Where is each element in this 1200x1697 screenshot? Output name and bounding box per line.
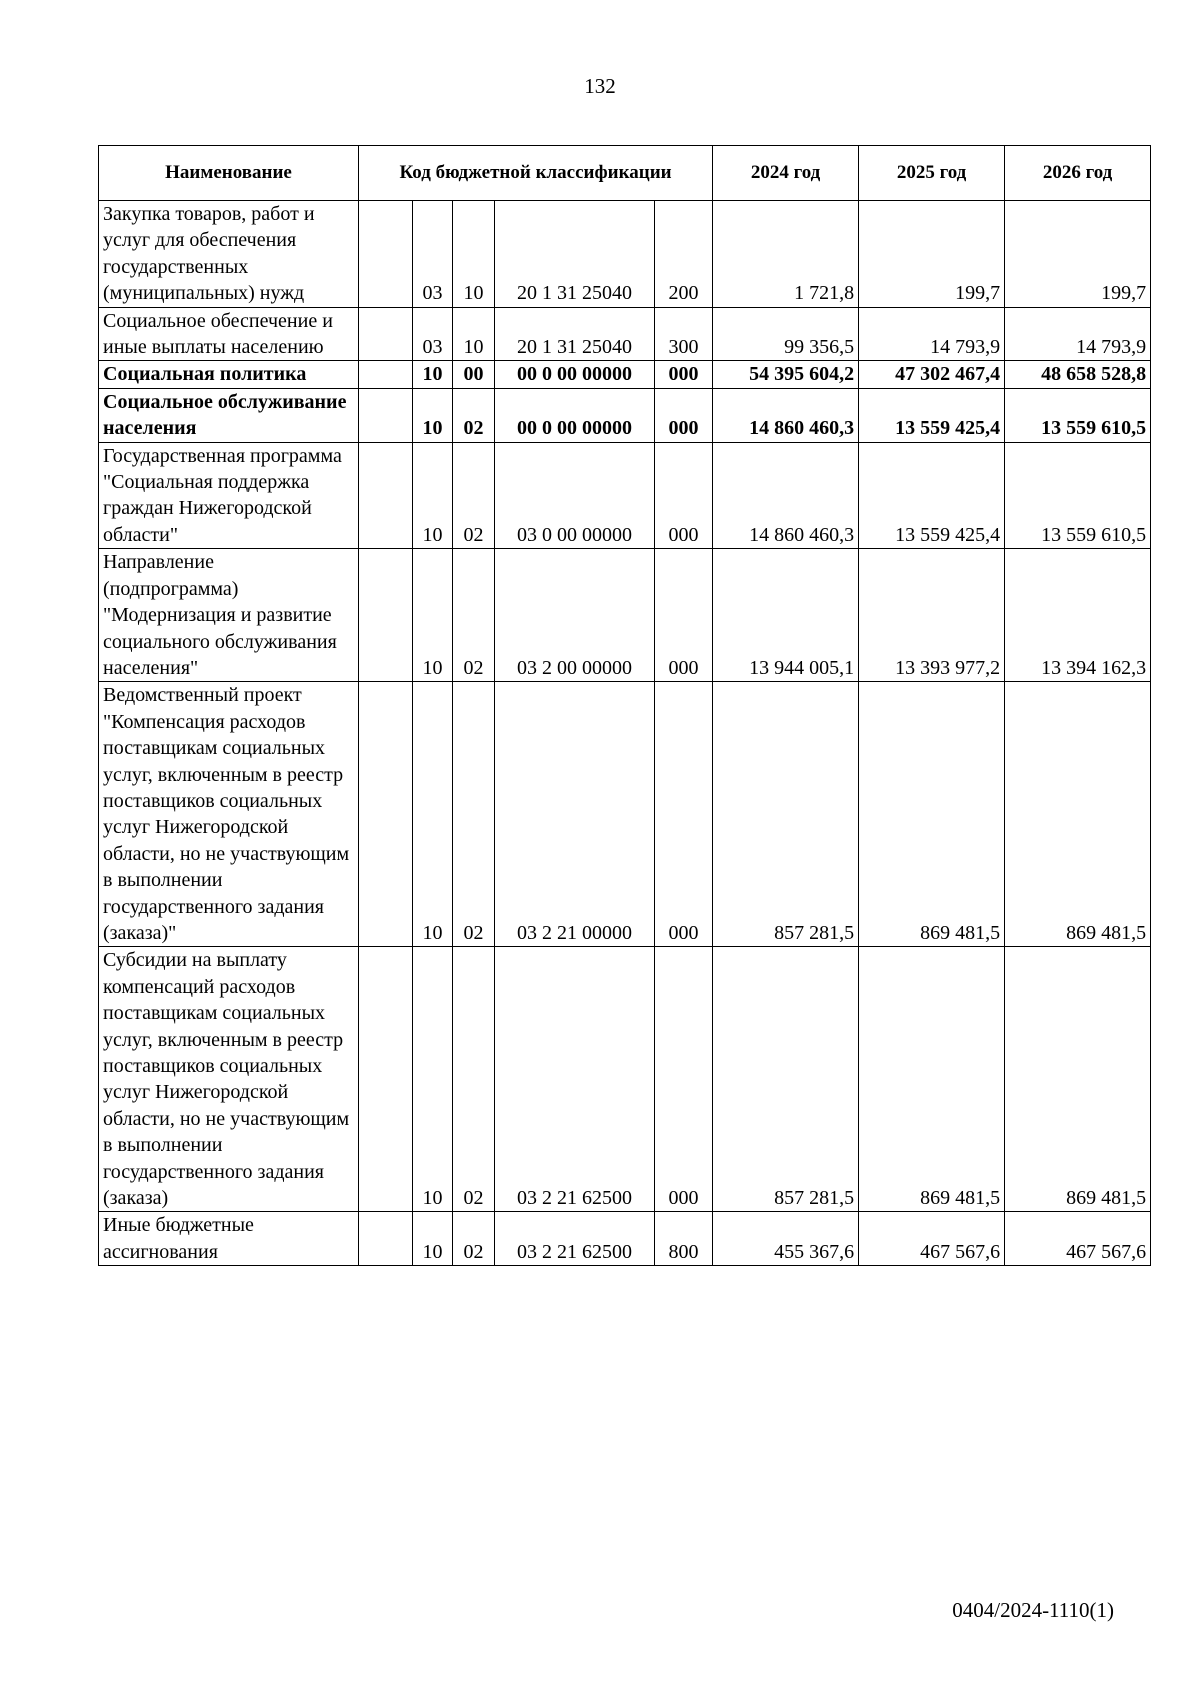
row-expense-type-code: 000 bbox=[655, 388, 713, 442]
row-name: Субсидии на выплату компенсаций расходов поставщикам социальных услуг, включенным в реестр поставщиков социальных услуг Нижегородской области, но не участвующим в выполнении государственного задания (заказа) bbox=[99, 947, 359, 1212]
row-name: Государственная программа "Социальная поддержка граждан Нижегородской области" bbox=[99, 442, 359, 549]
table-body bbox=[99, 201, 1151, 1266]
table-row bbox=[99, 388, 1151, 442]
row-value-2026: 869 481,5 bbox=[1005, 947, 1151, 1212]
row-expense-type-code: 200 bbox=[655, 201, 713, 308]
row-target-article-code: 20 1 31 25040 bbox=[495, 307, 655, 361]
row-value-2026: 14 793,9 bbox=[1005, 307, 1151, 361]
page-number: 132 bbox=[584, 74, 616, 98]
row-section-code: 10 bbox=[413, 442, 453, 549]
row-blank-cell bbox=[359, 388, 413, 442]
row-value-2025: 13 393 977,2 bbox=[859, 549, 1005, 682]
row-section-code: 03 bbox=[413, 307, 453, 361]
row-value-2024: 1 721,8 bbox=[713, 201, 859, 308]
row-blank-cell bbox=[359, 442, 413, 549]
row-value-2025: 13 559 425,4 bbox=[859, 388, 1005, 442]
row-name: Социальная политика bbox=[99, 361, 359, 388]
row-value-2025: 869 481,5 bbox=[859, 947, 1005, 1212]
row-value-2024: 54 395 604,2 bbox=[713, 361, 859, 388]
row-name: Закупка товаров, работ и услуг для обеспечения государственных (муниципальных) нужд bbox=[99, 201, 359, 308]
row-value-2026: 13 559 610,5 bbox=[1005, 388, 1151, 442]
row-section-code: 10 bbox=[413, 947, 453, 1212]
row-target-article-code: 03 2 00 00000 bbox=[495, 549, 655, 682]
row-value-2026: 199,7 bbox=[1005, 201, 1151, 308]
header-name: Наименование bbox=[99, 146, 359, 201]
row-value-2025: 14 793,9 bbox=[859, 307, 1005, 361]
header-2026: 2026 год bbox=[1005, 146, 1151, 201]
row-target-article-code: 03 2 21 00000 bbox=[495, 682, 655, 947]
table-row bbox=[99, 307, 1151, 361]
budget-table bbox=[98, 145, 1151, 1266]
row-blank-cell bbox=[359, 682, 413, 947]
row-value-2026: 869 481,5 bbox=[1005, 682, 1151, 947]
row-subsection-code: 00 bbox=[453, 361, 495, 388]
row-subsection-code: 02 bbox=[453, 388, 495, 442]
row-target-article-code: 03 2 21 62500 bbox=[495, 947, 655, 1212]
row-target-article-code: 20 1 31 25040 bbox=[495, 201, 655, 308]
row-value-2025: 199,7 bbox=[859, 201, 1005, 308]
row-value-2024: 857 281,5 bbox=[713, 947, 859, 1212]
row-value-2024: 14 860 460,3 bbox=[713, 388, 859, 442]
row-blank-cell bbox=[359, 201, 413, 308]
row-section-code: 10 bbox=[413, 388, 453, 442]
row-target-article-code: 00 0 00 00000 bbox=[495, 361, 655, 388]
table-row bbox=[99, 947, 1151, 1212]
row-target-article-code: 03 2 21 62500 bbox=[495, 1212, 655, 1266]
row-expense-type-code: 000 bbox=[655, 442, 713, 549]
row-subsection-code: 02 bbox=[453, 682, 495, 947]
row-section-code: 10 bbox=[413, 682, 453, 947]
table-row bbox=[99, 361, 1151, 388]
row-value-2026: 13 394 162,3 bbox=[1005, 549, 1151, 682]
row-blank-cell bbox=[359, 947, 413, 1212]
row-section-code: 10 bbox=[413, 1212, 453, 1266]
table-row bbox=[99, 442, 1151, 549]
table-row bbox=[99, 201, 1151, 308]
row-value-2024: 857 281,5 bbox=[713, 682, 859, 947]
row-subsection-code: 02 bbox=[453, 1212, 495, 1266]
row-expense-type-code: 000 bbox=[655, 947, 713, 1212]
row-value-2026: 467 567,6 bbox=[1005, 1212, 1151, 1266]
row-value-2024: 455 367,6 bbox=[713, 1212, 859, 1266]
row-expense-type-code: 000 bbox=[655, 549, 713, 682]
row-blank-cell bbox=[359, 307, 413, 361]
row-section-code: 10 bbox=[413, 549, 453, 682]
row-value-2025: 13 559 425,4 bbox=[859, 442, 1005, 549]
row-section-code: 10 bbox=[413, 361, 453, 388]
row-value-2025: 869 481,5 bbox=[859, 682, 1005, 947]
row-value-2024: 99 356,5 bbox=[713, 307, 859, 361]
row-expense-type-code: 000 bbox=[655, 361, 713, 388]
row-subsection-code: 10 bbox=[453, 307, 495, 361]
row-name: Ведомственный проект "Компенсация расходов поставщикам социальных услуг, включенным в реестр поставщиков социальных услуг Нижегородской области, но не участвующим в выполнении государственного задания (заказа)" bbox=[99, 682, 359, 947]
header-2025: 2025 год bbox=[859, 146, 1005, 201]
row-expense-type-code: 300 bbox=[655, 307, 713, 361]
document-code: 0404/2024-1110(1) bbox=[952, 1598, 1114, 1622]
row-section-code: 03 bbox=[413, 201, 453, 308]
table-row bbox=[99, 549, 1151, 682]
row-value-2025: 47 302 467,4 bbox=[859, 361, 1005, 388]
row-name: Направление (подпрограмма) "Модернизация и развитие социального обслуживания населения" bbox=[99, 549, 359, 682]
row-expense-type-code: 000 bbox=[655, 682, 713, 947]
row-value-2024: 14 860 460,3 bbox=[713, 442, 859, 549]
row-value-2026: 13 559 610,5 bbox=[1005, 442, 1151, 549]
row-value-2026: 48 658 528,8 bbox=[1005, 361, 1151, 388]
row-blank-cell bbox=[359, 1212, 413, 1266]
row-value-2025: 467 567,6 bbox=[859, 1212, 1005, 1266]
row-subsection-code: 02 bbox=[453, 947, 495, 1212]
header-2024: 2024 год bbox=[713, 146, 859, 201]
header-code: Код бюджетной классификации bbox=[359, 146, 713, 201]
row-blank-cell bbox=[359, 549, 413, 682]
row-name: Социальное обслуживание населения bbox=[99, 388, 359, 442]
row-subsection-code: 10 bbox=[453, 201, 495, 308]
row-value-2024: 13 944 005,1 bbox=[713, 549, 859, 682]
table-row bbox=[99, 682, 1151, 947]
row-subsection-code: 02 bbox=[453, 549, 495, 682]
row-name: Социальное обеспечение и иные выплаты населению bbox=[99, 307, 359, 361]
row-blank-cell bbox=[359, 361, 413, 388]
table-header-row bbox=[99, 146, 1151, 201]
row-subsection-code: 02 bbox=[453, 442, 495, 549]
row-target-article-code: 00 0 00 00000 bbox=[495, 388, 655, 442]
table-row bbox=[99, 1212, 1151, 1266]
row-target-article-code: 03 0 00 00000 bbox=[495, 442, 655, 549]
row-expense-type-code: 800 bbox=[655, 1212, 713, 1266]
row-name: Иные бюджетные ассигнования bbox=[99, 1212, 359, 1266]
